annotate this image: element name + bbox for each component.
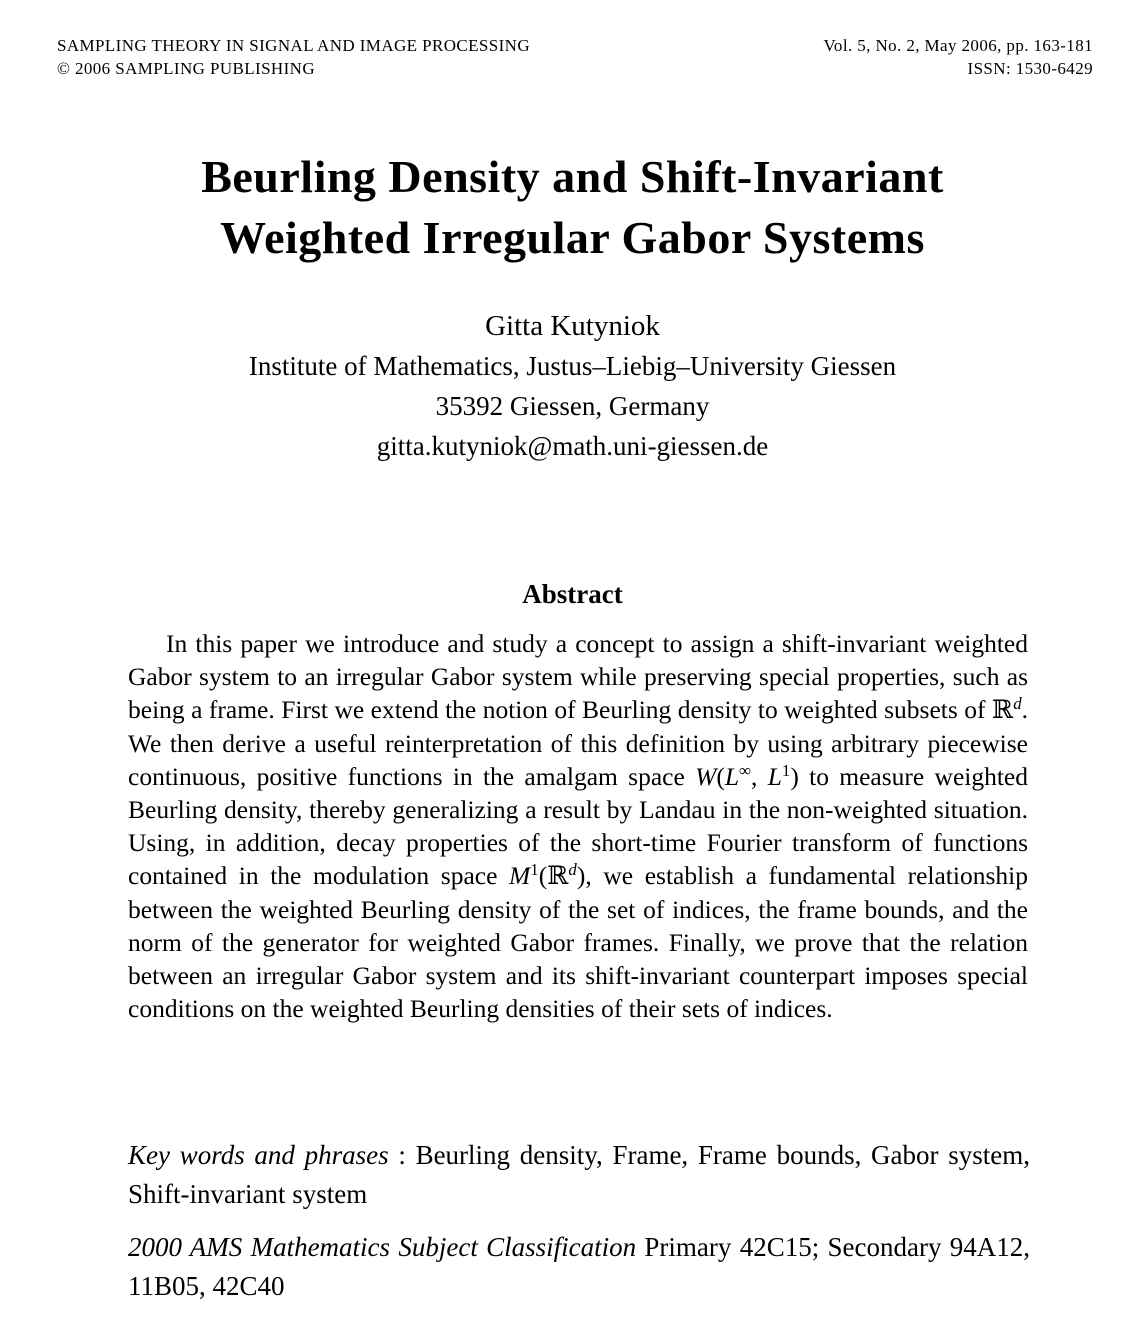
journal-header-left [57, 34, 530, 80]
keywords-line: Key words and phrases : Beurling density, Frame, Frame bounds, Gabor system, Shift-invariant system [128, 1140, 1030, 1209]
paper-title-line-2: Weighted Irregular Gabor Systems [220, 212, 925, 263]
issn-line: ISSN: 1530-6429 [967, 59, 1093, 78]
paper-title-line-1: Beurling Density and Shift-Invariant [201, 151, 944, 202]
copyright-line: © 2006 SAMPLING PUBLISHING [57, 59, 316, 78]
ams-classification-line: 2000 AMS Mathematics Subject Classification Primary 42C15; Secondary 94A12, 11B05, 42C40 [128, 1232, 1030, 1301]
author-email: gitta.kutyniok@math.uni-giessen.de [376, 431, 769, 461]
volume-info: Vol. 5, No. 2, May 2006, pp. 163-181 [823, 36, 1093, 55]
author-affiliation: Institute of Mathematics, Justus–Liebig–University Giessen [248, 351, 897, 381]
paper-title [0, 146, 1145, 268]
author-block [0, 306, 1145, 466]
abstract-body: In this paper we introduce and study a concept to assign a shift-invariant weighted Gabor system to an irregular Gabor system while preserving special properties, such as being a frame. First we extend the notion of Beurling density to weighted subsets of ℝ$^d$. We then derive a useful reinterpretation of this definition by using arbitrary piecewise continuous, positive functions in the amalgam space W(L∞, $L^1$) to measure weighted Beurling density, thereby generalizing a result by Landau in the non-weighted situation. Using, in addition, decay properties of the short-time Fourier transform of functions contained in the modulation space $M^1(ℝ^d)$, we establish a fundamental relationship between the weighted Beurling density of the set of indices, the frame bounds, and the norm of the generator for weighted Gabor frames. Finally, we prove that the relation between an irregular Gabor system and its shift-invariant counterpart imposes special conditions on the weighted Beurling densities of their sets of indices. [128, 629, 1028, 1023]
journal-header-right [823, 34, 1093, 80]
author-name: Gitta Kutyniok [485, 310, 660, 342]
author-address: 35392 Giessen, Germany [435, 391, 710, 421]
journal-name: SAMPLING THEORY IN SIGNAL AND IMAGE PROCESSING [57, 36, 531, 55]
abstract-heading: Abstract [522, 579, 623, 609]
journal-header [57, 34, 1093, 80]
